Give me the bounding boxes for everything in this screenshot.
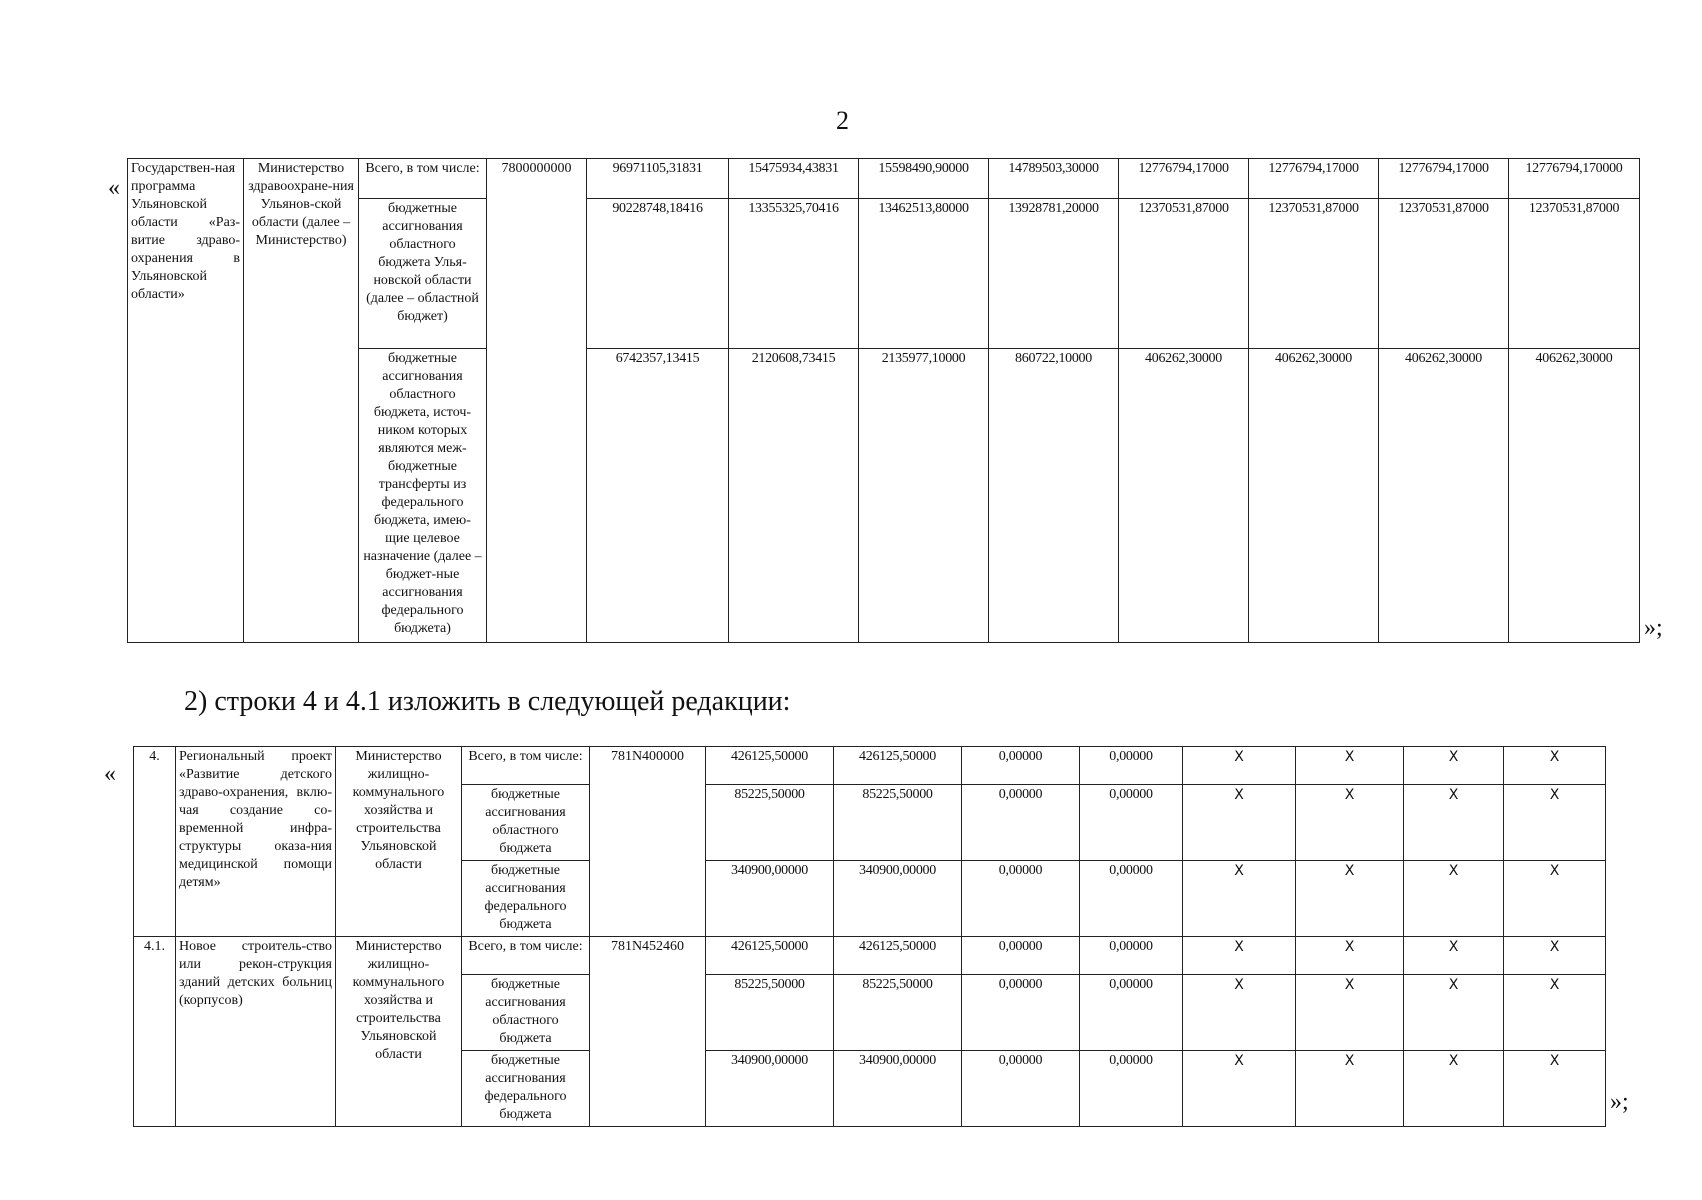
value-cell: 15475934,43831 (729, 159, 859, 199)
value-cell: 0,00000 (962, 937, 1080, 975)
row-number-cell: 4. (134, 747, 176, 937)
page-number: 2 (836, 106, 849, 135)
x-mark-cell: Х (1296, 937, 1404, 975)
value-cell: 85225,50000 (706, 975, 834, 1051)
value-cell: 0,00000 (1080, 785, 1183, 861)
x-mark-cell: Х (1404, 747, 1504, 785)
value-cell: 406262,30000 (1119, 349, 1249, 643)
value-cell: 0,00000 (1080, 937, 1183, 975)
x-mark-cell: Х (1296, 747, 1404, 785)
budget-code-cell: 7800000000 (487, 159, 587, 643)
x-mark-cell: Х (1404, 975, 1504, 1051)
x-mark-cell: Х (1504, 785, 1606, 861)
value-cell: 426125,50000 (706, 937, 834, 975)
x-mark-cell: Х (1404, 785, 1504, 861)
value-cell: 0,00000 (962, 747, 1080, 785)
x-mark-cell: Х (1183, 785, 1296, 861)
project-name-cell: Региональный проект «Развитие детского здраво-охранения, вклю-чая создание со-временной инфра-структуры оказа-ния медицинской помощи детям» (176, 747, 336, 937)
project-executor-cell: Министерство жилищно-коммунального хозяйства и строительства Ульяновской области (336, 937, 462, 1127)
budget-code-cell: 781N452460 (590, 937, 706, 1127)
value-cell: 12370531,87000 (1509, 199, 1640, 349)
x-mark-cell: Х (1296, 785, 1404, 861)
value-cell: 12370531,87000 (1119, 199, 1249, 349)
value-cell: 340900,00000 (706, 1051, 834, 1127)
value-cell: 0,00000 (1080, 861, 1183, 937)
project-row-total (134, 937, 1606, 975)
project-executor-cell: Министерство жилищно-коммунального хозяйства и строительства Ульяновской области (336, 747, 462, 937)
funding-source-cell: бюджетные ассигнования областного бюджета, источ-ником которых являются меж-бюджетные трансферты из федерального бюджета, имею-щие целевое назначение (далее – бюджет-ные ассигнования федерального бюджета) (359, 349, 487, 643)
value-cell: 12370531,87000 (1379, 199, 1509, 349)
funding-source-cell: бюджетные ассигнования федерального бюджета (462, 861, 590, 937)
value-cell: 0,00000 (962, 861, 1080, 937)
value-cell: 13928781,20000 (989, 199, 1119, 349)
funding-source-cell: Всего, в том числе: (462, 937, 590, 975)
value-cell: 406262,30000 (1249, 349, 1379, 643)
value-cell: 12776794,17000 (1249, 159, 1379, 199)
value-cell: 340900,00000 (834, 861, 962, 937)
value-cell: 15598490,90000 (859, 159, 989, 199)
value-cell: 0,00000 (1080, 747, 1183, 785)
value-cell: 2135977,10000 (859, 349, 989, 643)
program-table (127, 158, 1640, 643)
value-cell: 13355325,70416 (729, 199, 859, 349)
value-cell: 340900,00000 (834, 1051, 962, 1127)
funding-source-cell: бюджетные ассигнования областного бюджета (462, 785, 590, 861)
x-mark-cell: Х (1183, 1051, 1296, 1127)
closing-quote-2: »; (1610, 1089, 1629, 1115)
value-cell: 13462513,80000 (859, 199, 989, 349)
value-cell: 14789503,30000 (989, 159, 1119, 199)
value-cell: 85225,50000 (834, 975, 962, 1051)
value-cell: 96971105,31831 (587, 159, 729, 199)
value-cell: 85225,50000 (706, 785, 834, 861)
value-cell: 85225,50000 (834, 785, 962, 861)
value-cell: 12776794,17000 (1119, 159, 1249, 199)
project-table (133, 746, 1606, 1127)
x-mark-cell: Х (1404, 861, 1504, 937)
x-mark-cell: Х (1183, 747, 1296, 785)
value-cell: 0,00000 (1080, 1051, 1183, 1127)
value-cell: 426125,50000 (706, 747, 834, 785)
value-cell: 12776794,170000 (1509, 159, 1640, 199)
value-cell: 426125,50000 (834, 747, 962, 785)
x-mark-cell: Х (1296, 975, 1404, 1051)
x-mark-cell: Х (1504, 747, 1606, 785)
x-mark-cell: Х (1183, 861, 1296, 937)
value-cell: 6742357,13415 (587, 349, 729, 643)
budget-code-cell: 781N400000 (590, 747, 706, 937)
value-cell: 0,00000 (962, 785, 1080, 861)
opening-quote-1: « (108, 175, 120, 201)
program-name-cell: Государствен-ная программа Ульяновской области «Раз-витие здраво-охранения в Ульяновской области» (128, 159, 244, 643)
x-mark-cell: Х (1183, 975, 1296, 1051)
row-number-cell: 4.1. (134, 937, 176, 1127)
x-mark-cell: Х (1296, 861, 1404, 937)
value-cell: 12776794,17000 (1379, 159, 1509, 199)
funding-source-cell: Всего, в том числе: (359, 159, 487, 199)
funding-source-cell: Всего, в том числе: (462, 747, 590, 785)
value-cell: 2120608,73415 (729, 349, 859, 643)
project-name-cell: Новое строитель-ство или рекон-струкция зданий детских больниц (корпусов) (176, 937, 336, 1127)
opening-quote-2: « (104, 761, 116, 787)
x-mark-cell: Х (1504, 937, 1606, 975)
x-mark-cell: Х (1504, 861, 1606, 937)
value-cell: 90228748,18416 (587, 199, 729, 349)
x-mark-cell: Х (1404, 1051, 1504, 1127)
x-mark-cell: Х (1183, 937, 1296, 975)
funding-source-cell: бюджетные ассигнования федерального бюджета (462, 1051, 590, 1127)
value-cell: 406262,30000 (1509, 349, 1640, 643)
value-cell: 0,00000 (962, 975, 1080, 1051)
value-cell: 0,00000 (1080, 975, 1183, 1051)
project-row-total (134, 747, 1606, 785)
value-cell: 426125,50000 (834, 937, 962, 975)
x-mark-cell: Х (1404, 937, 1504, 975)
value-cell: 0,00000 (962, 1051, 1080, 1127)
funding-source-cell: бюджетные ассигнования областного бюджета Улья-новской области (далее – областной бюджет) (359, 199, 487, 349)
x-mark-cell: Х (1504, 1051, 1606, 1127)
closing-quote-1: »; (1644, 615, 1663, 641)
value-cell: 12370531,87000 (1249, 199, 1379, 349)
x-mark-cell: Х (1504, 975, 1606, 1051)
value-cell: 340900,00000 (706, 861, 834, 937)
x-mark-cell: Х (1296, 1051, 1404, 1127)
program-executor-cell: Министерство здравоохране-ния Ульянов-ской области (далее – Министерство) (244, 159, 359, 643)
section-title: 2) строки 4 и 4.1 изложить в следующей редакции: (184, 686, 791, 717)
value-cell: 860722,10000 (989, 349, 1119, 643)
value-cell: 406262,30000 (1379, 349, 1509, 643)
funding-source-cell: бюджетные ассигнования областного бюджета (462, 975, 590, 1051)
program-row-total (128, 159, 1640, 199)
